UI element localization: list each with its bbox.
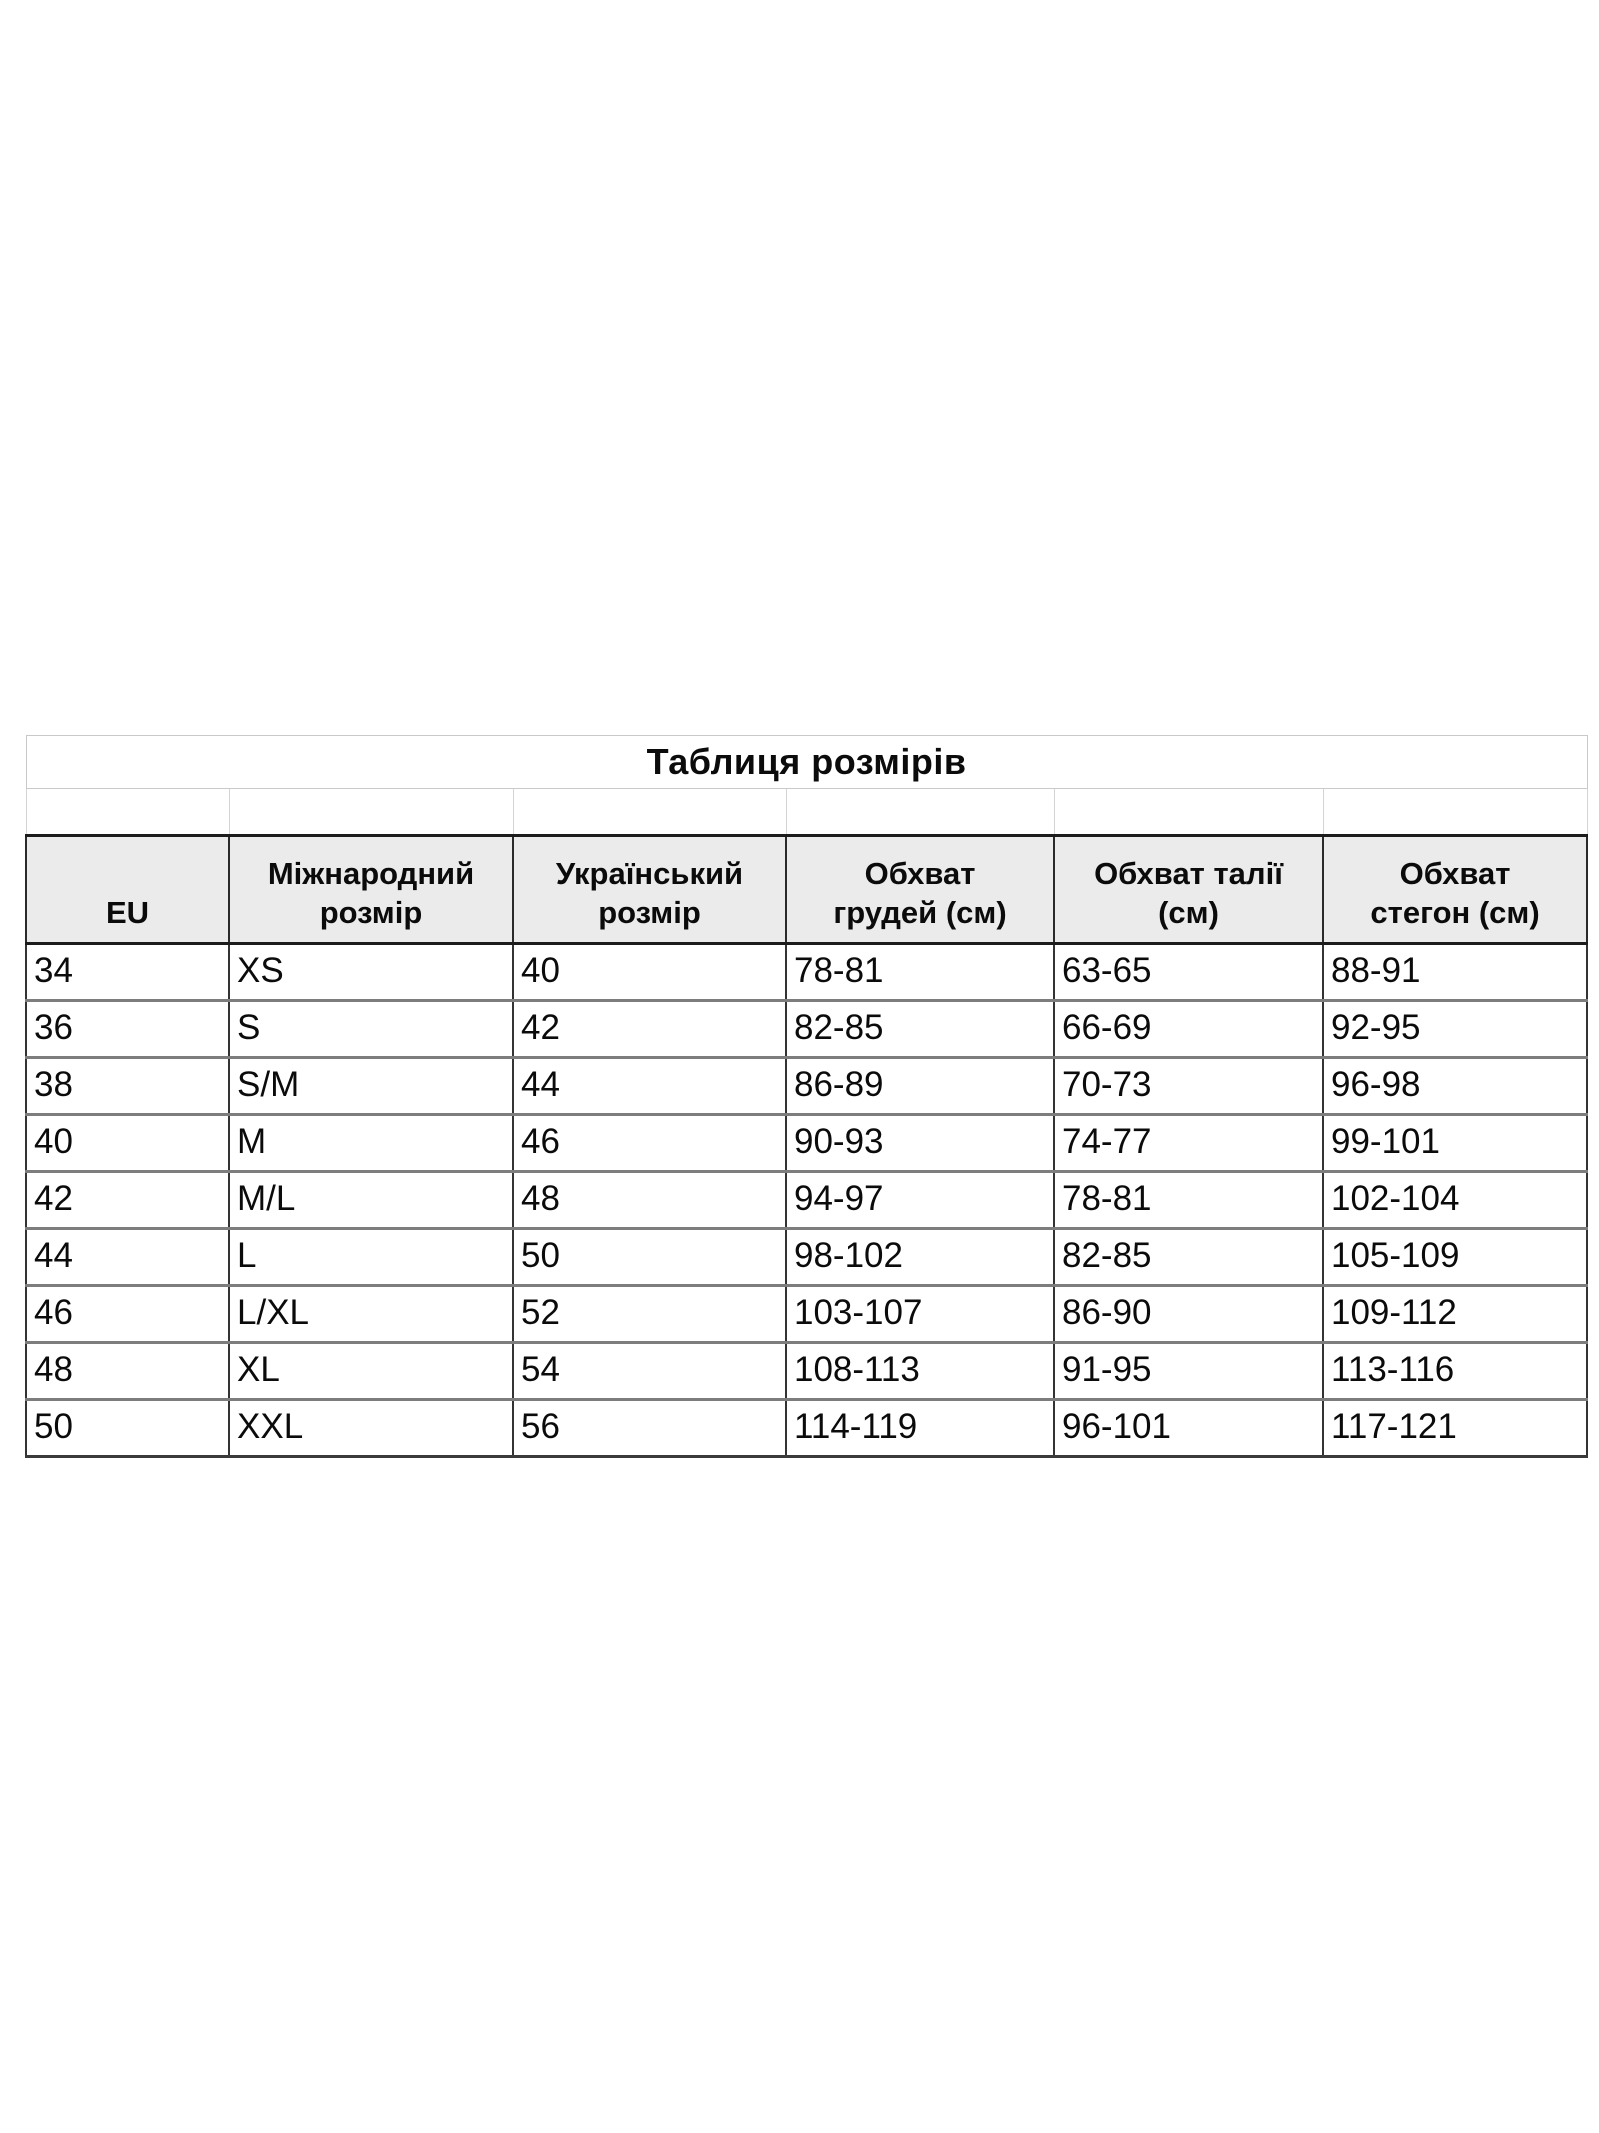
table-cell: 96-98 bbox=[1323, 1058, 1587, 1115]
table-cell: 52 bbox=[513, 1286, 786, 1343]
table-cell: 56 bbox=[513, 1400, 786, 1457]
table-cell: M bbox=[229, 1115, 513, 1172]
table-row bbox=[26, 1343, 1587, 1400]
table-cell: 91-95 bbox=[1054, 1343, 1323, 1400]
table-cell: 103-107 bbox=[786, 1286, 1054, 1343]
table-cell: 54 bbox=[513, 1343, 786, 1400]
table-cell: 82-85 bbox=[1054, 1229, 1323, 1286]
spacer-cell bbox=[513, 789, 786, 836]
table-cell: 88-91 bbox=[1323, 944, 1587, 1001]
spacer-cell bbox=[786, 789, 1054, 836]
table-cell: 34 bbox=[26, 944, 229, 1001]
table-cell: 96-101 bbox=[1054, 1400, 1323, 1457]
spacer-cell bbox=[26, 789, 229, 836]
size-table bbox=[25, 735, 1588, 1458]
table-cell: XS bbox=[229, 944, 513, 1001]
table-header-row bbox=[26, 836, 1587, 944]
table-cell: XL bbox=[229, 1343, 513, 1400]
table-cell: 38 bbox=[26, 1058, 229, 1115]
table-cell: S/M bbox=[229, 1058, 513, 1115]
table-row bbox=[26, 1400, 1587, 1457]
table-cell: 117-121 bbox=[1323, 1400, 1587, 1457]
spacer-cell bbox=[229, 789, 513, 836]
table-row bbox=[26, 1058, 1587, 1115]
table-cell: 98-102 bbox=[786, 1229, 1054, 1286]
table-row bbox=[26, 1001, 1587, 1058]
table-row bbox=[26, 1115, 1587, 1172]
column-header-line: грудей (см) bbox=[833, 894, 1007, 930]
table-row bbox=[26, 944, 1587, 1001]
column-header bbox=[1323, 836, 1587, 944]
table-cell: 99-101 bbox=[1323, 1115, 1587, 1172]
table-cell: XXL bbox=[229, 1400, 513, 1457]
table-cell: 50 bbox=[513, 1229, 786, 1286]
table-cell: 94-97 bbox=[786, 1172, 1054, 1229]
column-header-line: Український bbox=[555, 855, 744, 891]
column-header-line: Міжнародний bbox=[267, 855, 475, 891]
spacer-cell bbox=[1054, 789, 1323, 836]
table-cell: 82-85 bbox=[786, 1001, 1054, 1058]
table-cell: 113-116 bbox=[1323, 1343, 1587, 1400]
table-cell: L/XL bbox=[229, 1286, 513, 1343]
column-header bbox=[26, 836, 229, 944]
column-header-line: розмір bbox=[319, 894, 423, 930]
column-header-line: EU bbox=[105, 894, 150, 930]
table-cell: 44 bbox=[513, 1058, 786, 1115]
table-cell: 48 bbox=[513, 1172, 786, 1229]
table-cell: 46 bbox=[513, 1115, 786, 1172]
column-header bbox=[229, 836, 513, 944]
table-row bbox=[26, 1229, 1587, 1286]
table-spacer-row bbox=[26, 789, 1587, 836]
table-cell: 63-65 bbox=[1054, 944, 1323, 1001]
table-cell: 42 bbox=[513, 1001, 786, 1058]
table-cell: S bbox=[229, 1001, 513, 1058]
table-cell: 66-69 bbox=[1054, 1001, 1323, 1058]
table-title-row bbox=[26, 736, 1587, 789]
table-cell: 78-81 bbox=[786, 944, 1054, 1001]
table-cell: 46 bbox=[26, 1286, 229, 1343]
table-cell: 50 bbox=[26, 1400, 229, 1457]
table-cell: 92-95 bbox=[1323, 1001, 1587, 1058]
column-header-line: розмір bbox=[598, 894, 701, 930]
table-cell: L bbox=[229, 1229, 513, 1286]
table-title: Таблиця розмірів bbox=[26, 736, 1587, 789]
table-row bbox=[26, 1172, 1587, 1229]
column-header bbox=[1054, 836, 1323, 944]
table-cell: 42 bbox=[26, 1172, 229, 1229]
table-cell: 40 bbox=[26, 1115, 229, 1172]
table-cell: 78-81 bbox=[1054, 1172, 1323, 1229]
column-header-line: Обхват bbox=[1399, 855, 1511, 891]
column-header-line: Обхват bbox=[864, 855, 976, 891]
table-cell: 74-77 bbox=[1054, 1115, 1323, 1172]
table-cell: 86-89 bbox=[786, 1058, 1054, 1115]
table-row bbox=[26, 1286, 1587, 1343]
table-cell: M/L bbox=[229, 1172, 513, 1229]
table-cell: 108-113 bbox=[786, 1343, 1054, 1400]
table-cell: 40 bbox=[513, 944, 786, 1001]
column-header-line: (см) bbox=[1158, 894, 1219, 930]
table-cell: 105-109 bbox=[1323, 1229, 1587, 1286]
table-cell: 48 bbox=[26, 1343, 229, 1400]
column-header-line: стегон (см) bbox=[1370, 894, 1540, 930]
table-cell: 70-73 bbox=[1054, 1058, 1323, 1115]
table-cell: 90-93 bbox=[786, 1115, 1054, 1172]
table-cell: 36 bbox=[26, 1001, 229, 1058]
column-header-line: Обхват талії bbox=[1094, 855, 1283, 891]
table-cell: 44 bbox=[26, 1229, 229, 1286]
table-cell: 109-112 bbox=[1323, 1286, 1587, 1343]
table-cell: 102-104 bbox=[1323, 1172, 1587, 1229]
column-header bbox=[786, 836, 1054, 944]
table-cell: 114-119 bbox=[786, 1400, 1054, 1457]
spacer-cell bbox=[1323, 789, 1587, 836]
table-cell: 86-90 bbox=[1054, 1286, 1323, 1343]
column-header bbox=[513, 836, 786, 944]
